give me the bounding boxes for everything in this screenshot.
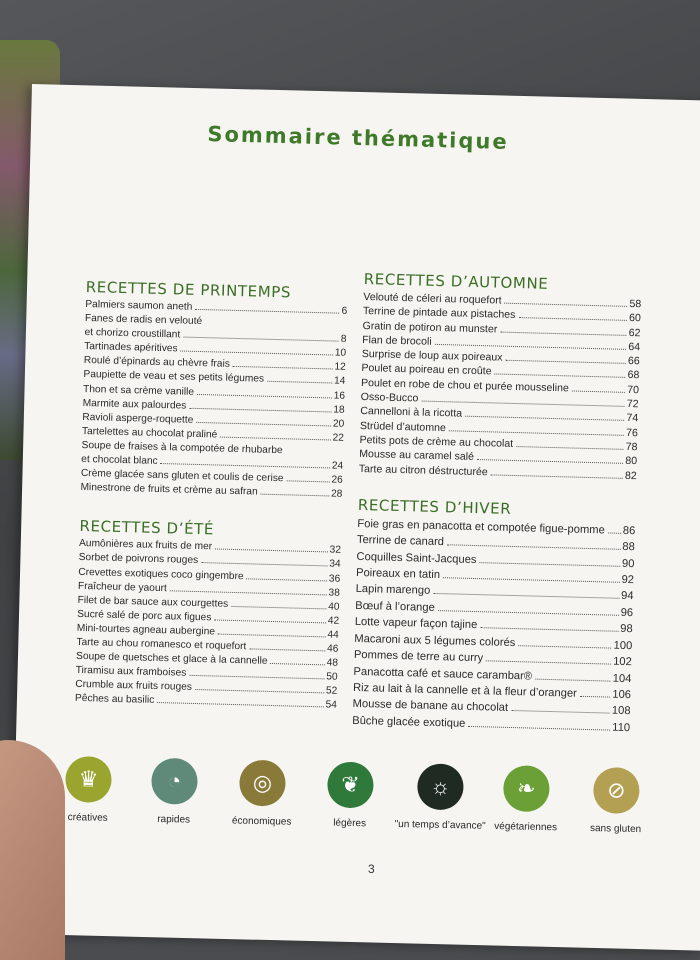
recipe-name: Roulé d’épinards au chèvre frais: [83, 355, 231, 371]
recipe-page-number: 76: [625, 426, 638, 439]
recipe-list-ete: [75, 537, 341, 713]
recipe-name: Tiramisu aux framboises: [75, 665, 187, 679]
recipe-page-number: 34: [329, 558, 341, 571]
recipe-name: Velouté de céleri au roquefort: [363, 290, 502, 307]
category-label: légères: [333, 817, 367, 830]
recipe-name: Mini-tourtes agneau aubergine: [76, 622, 216, 638]
dot-leader: [468, 726, 610, 731]
dot-leader: [261, 494, 329, 497]
dot-leader: [189, 407, 331, 412]
recipe-name: Paupiette de veau et ses petits légumes: [83, 369, 265, 386]
recipe-page-number: 82: [624, 469, 637, 482]
recipe-page-number: 108: [611, 704, 631, 718]
recipe-name: Soupe de quetsches et glace à la cannelle: [75, 650, 268, 667]
dot-leader: [231, 606, 326, 609]
recipe-page-number: 96: [620, 606, 634, 620]
recipe-list-automne: [359, 290, 642, 483]
recipe-name: Ravioli asperge-roquette: [82, 411, 194, 426]
dot-leader: [479, 562, 619, 567]
recipe-page-number: 66: [627, 355, 640, 368]
recipe-name: Pêches au basilic: [74, 693, 155, 707]
clock-icon: ◔: [151, 758, 198, 805]
category-label: "un temps d’avance": [394, 818, 486, 832]
dot-leader: [195, 309, 339, 314]
recipe-page-number: 50: [326, 671, 338, 683]
recipe-name: Petits pots de crème au chocolat: [359, 433, 514, 450]
recipe-page-number: 110: [612, 721, 631, 734]
recipe-page-number: 78: [625, 440, 638, 454]
recipe-page-number: 48: [326, 657, 339, 669]
recipe-list-hiver: [352, 516, 635, 736]
recipe-page-number: 24: [331, 460, 344, 472]
dot-leader: [480, 627, 618, 632]
dot-leader: [518, 645, 611, 648]
recipe-name: et chocolat blanc: [81, 453, 158, 467]
recipe-name: Tarte au chou romanesco et roquefort: [76, 636, 247, 653]
page-title: Sommaire thématique: [207, 122, 509, 154]
recipe-page-number: 106: [612, 688, 632, 702]
no-wheat-icon: ⊘: [593, 767, 640, 814]
recipe-page-number: 92: [621, 573, 635, 587]
feather-icon: ❦: [327, 761, 374, 808]
recipe-name: Mousse de banane au chocolat: [352, 698, 509, 715]
recipe-name: Foie gras en panacotta et compotée figue-pomme: [357, 517, 605, 537]
recipe-name: Poulet en robe de chou et purée mousseline: [360, 376, 570, 395]
recipe-page-number: 18: [333, 404, 345, 416]
recipe-name: Aumônières aux fruits de mer: [78, 538, 213, 553]
recipe-page-number: 20: [332, 418, 345, 430]
recipe-name: Bûche glacée exotique: [352, 714, 466, 730]
recipe-page-number: 12: [334, 361, 346, 374]
recipe-name: Cannelloni à la ricotta: [360, 405, 463, 420]
recipe-page-number: 32: [329, 544, 342, 557]
dot-leader: [196, 422, 331, 427]
recipe-name: Fanes de radis en velouté: [84, 313, 203, 328]
dot-leader: [443, 577, 620, 583]
section-heading-automne: RECETTES D’AUTOMNE: [363, 270, 549, 293]
recipe-name: Marmite aux palourdes: [82, 397, 187, 412]
dot-leader: [491, 474, 623, 478]
recipe-page-number: 10: [334, 347, 347, 360]
dot-leader: [572, 390, 625, 392]
sun-moon-icon: ☼: [417, 763, 464, 810]
section-heading-printemps: RECETTES DE PRINTEMPS: [85, 278, 292, 302]
recipe-page-number: 58: [629, 297, 642, 311]
recipe-name: Tartinades apéritives: [84, 341, 178, 355]
recipe-name: Crème glacée sans gluten et coulis de cerise: [80, 468, 284, 485]
recipe-page-number: 36: [328, 572, 341, 585]
recipe-page-number: 80: [625, 455, 638, 468]
recipe-page-number: 64: [628, 340, 641, 354]
recipe-name: Crevettes exotiques coco gingembre: [78, 566, 244, 582]
recipe-page-number: 98: [620, 623, 633, 636]
leaf-icon: ❧: [503, 765, 550, 812]
recipe-name: Surprise de loup aux poireaux: [361, 348, 503, 364]
category-item: [395, 763, 486, 832]
recipe-name: Strüdel d’automne: [359, 419, 447, 434]
recipe-name: Sucré salé de porc aux figues: [77, 608, 212, 624]
recipe-name: Poireaux en tatin: [355, 566, 441, 582]
recipe-page-number: 94: [620, 590, 634, 603]
dot-leader: [518, 317, 627, 321]
dot-leader: [494, 374, 625, 378]
recipe-page-number: 8: [340, 333, 347, 346]
dot-leader: [580, 696, 610, 698]
category-label: végétariennes: [494, 820, 558, 834]
dot-leader: [214, 619, 325, 623]
dot-leader: [465, 416, 624, 421]
recipe-page-number: 40: [327, 601, 340, 613]
recipe-page-number: 100: [613, 639, 633, 652]
dot-leader: [218, 633, 325, 637]
recipe-name: Coquilles Saint-Jacques: [356, 550, 477, 566]
dot-leader: [286, 480, 329, 482]
recipe-name: Sorbet de poivrons rouges: [78, 552, 199, 567]
dot-leader: [189, 675, 324, 680]
recipe-name: et chorizo croustillant: [84, 327, 181, 341]
recipe-page-number: 42: [327, 615, 340, 627]
recipe-page-number: 60: [628, 312, 641, 325]
recipe-page-number: 28: [330, 488, 343, 501]
category-item: [305, 761, 396, 830]
section-heading-hiver: RECETTES D’HIVER: [357, 495, 512, 518]
recipe-page-number: 16: [333, 390, 346, 402]
recipe-name: Panacotta café et sauce carambar®: [353, 665, 533, 683]
category-label: économiques: [231, 815, 292, 828]
category-item: [217, 759, 308, 828]
dot-leader: [215, 549, 328, 553]
dot-leader: [170, 590, 327, 595]
dot-leader: [477, 459, 623, 464]
recipe-name: Gratin de potiron au munster: [362, 319, 498, 336]
recipe-page-number: 70: [627, 383, 640, 397]
recipe-page-number: 74: [626, 412, 639, 425]
recipe-page-number: 68: [627, 369, 640, 382]
dot-leader: [505, 360, 625, 364]
recipe-name: Tartelettes au chocolat praliné: [81, 425, 218, 441]
recipe-name: Poulet au poireau en croûte: [361, 362, 492, 378]
column-left: [75, 278, 348, 713]
dot-leader: [516, 446, 623, 450]
recipe-page-number: 6: [341, 305, 348, 317]
coins-icon: ◎: [239, 760, 286, 807]
recipe-page-number: 22: [332, 432, 345, 444]
recipe-name: Crumble aux fruits rouges: [75, 679, 193, 694]
recipe-name: Flan de brocoli: [362, 333, 432, 348]
recipe-list-printemps: [80, 298, 347, 502]
recipe-name: Lotte vapeur façon tajine: [354, 616, 478, 632]
recipe-page-number: 44: [327, 629, 339, 641]
recipe-name: Osso-Bucco: [360, 391, 419, 405]
recipe-page-number: 90: [621, 557, 635, 570]
recipe-name: Lapin marengo: [355, 583, 431, 598]
dot-leader: [486, 660, 611, 664]
page-number: 3: [368, 862, 375, 876]
dot-leader: [157, 702, 323, 707]
category-item: [481, 765, 572, 834]
dot-leader: [195, 689, 324, 693]
recipe-page-number: 38: [328, 587, 340, 599]
recipe-name: Thon et sa crème vanille: [82, 383, 195, 398]
recipe-name: Terrine de canard: [356, 534, 445, 549]
dot-leader: [267, 381, 332, 384]
recipe-name: Soupe de fraises à la compotée de rhubarbe: [81, 439, 283, 457]
dot-leader: [183, 337, 339, 342]
section-heading-ete: RECETTES D’ÉTÉ: [79, 517, 215, 539]
recipe-page-number: 26: [331, 474, 343, 486]
recipe-name: Bœuf à l’orange: [355, 599, 435, 614]
recipe-name: Minestrone de fruits et crème au safran: [80, 482, 258, 498]
recipe-name: Fraîcheur de yaourt: [77, 580, 167, 594]
dot-leader: [270, 663, 324, 665]
recipe-name: Palmiers saumon aneth: [85, 298, 193, 313]
category-label: rapides: [157, 813, 191, 826]
dot-leader: [233, 366, 333, 370]
dot-leader: [249, 648, 325, 651]
dot-leader: [449, 430, 624, 436]
recipe-name: Pommes de terre au curry: [353, 648, 484, 665]
dot-leader: [247, 578, 327, 581]
dot-leader: [201, 563, 327, 567]
recipe-page-number: 54: [325, 699, 338, 712]
recipe-page-number: 46: [326, 643, 339, 655]
dot-leader: [500, 331, 626, 335]
dot-leader: [535, 678, 611, 681]
dot-leader: [433, 593, 619, 599]
category-label: créatives: [67, 812, 108, 824]
category-label: sans gluten: [589, 822, 642, 836]
dot-leader: [197, 394, 332, 399]
recipe-name: Terrine de pintade aux pistaches: [362, 305, 516, 322]
recipe-page-number: 88: [622, 541, 635, 554]
recipe-name: Tarte au citron déstructurée: [358, 462, 488, 478]
dot-leader: [438, 610, 619, 616]
category-item: [129, 757, 220, 826]
dot-leader: [608, 532, 621, 533]
dot-leader: [505, 303, 628, 307]
recipe-name: Mousse au caramel salé: [359, 448, 475, 464]
dot-leader: [447, 545, 620, 551]
column-right: [352, 270, 642, 736]
dot-leader: [220, 436, 330, 440]
hand: [0, 740, 65, 960]
recipe-page-number: 52: [325, 685, 338, 697]
recipe-name: Macaroni aux 5 légumes colorés: [354, 632, 516, 649]
recipe-page-number: 14: [333, 375, 346, 388]
dot-leader: [161, 463, 330, 468]
recipe-page-number: 102: [613, 655, 632, 669]
dot-leader: [181, 351, 333, 356]
category-item: [570, 767, 661, 836]
recipe-page-number: 86: [622, 524, 636, 538]
chef-hat-icon: ♛: [65, 756, 112, 803]
recipe-page-number: 72: [626, 398, 639, 411]
recipe-page-number: 104: [612, 672, 632, 685]
recipe-page-number: 62: [628, 326, 641, 339]
recipe-name: Filet de bar sauce aux courgettes: [77, 594, 229, 610]
category-legend: [64, 756, 686, 859]
recipe-name: Riz au lait à la cannelle et à la fleur d’oranger: [352, 681, 578, 700]
dot-leader: [511, 710, 610, 714]
